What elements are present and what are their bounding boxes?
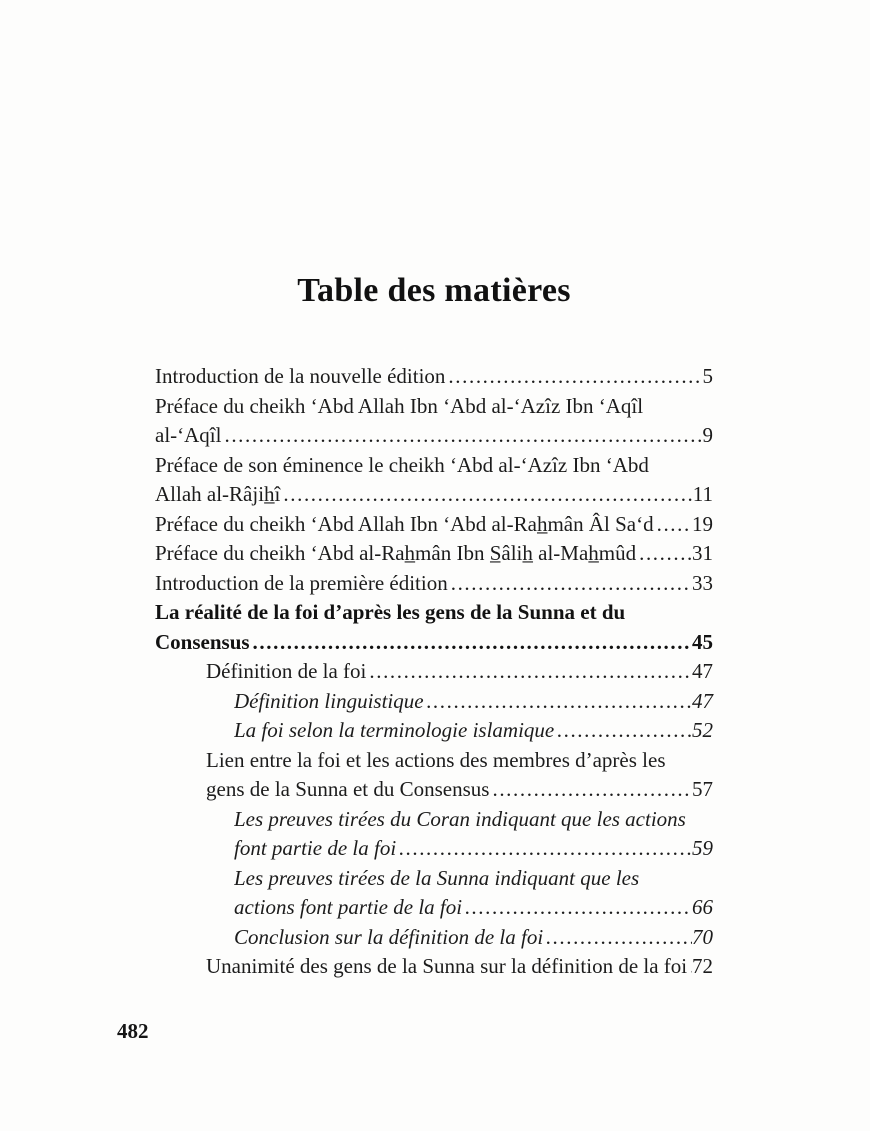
toc-entry: [155, 598, 713, 657]
toc-entry-page: 9: [702, 423, 713, 447]
toc-entry-label: Unanimité des gens de la Sunna sur la définition de la foi .....: [206, 952, 692, 982]
toc-entry: [155, 362, 713, 392]
toc-entry-page: 31: [692, 541, 713, 565]
toc-entry: [155, 392, 713, 451]
toc-entry: [155, 569, 713, 599]
toc-entry: [234, 716, 713, 746]
toc-entry: [206, 746, 713, 805]
toc-entry-page: 33: [692, 570, 713, 595]
toc-entry-label: Lien entre la foi et les actions des membres d’après les gens de la Sunna et du Consensus .....: [206, 746, 692, 805]
toc-entry: [155, 451, 713, 510]
toc-entry-page: 66: [692, 895, 713, 919]
toc-entry-label: La foi selon la terminologie islamique .....: [234, 716, 692, 746]
toc-entry-page: 52: [692, 718, 713, 742]
toc-entry: [234, 923, 713, 953]
toc-entry-page: 5: [702, 364, 713, 388]
toc-entry-page: 47: [692, 659, 713, 683]
toc-entry-label: Définition de la foi .....: [206, 657, 692, 687]
toc-entry-page: 19: [692, 511, 713, 536]
toc-entry-page: 47: [692, 688, 713, 713]
toc-entry: [155, 539, 713, 569]
toc-entry-label: Introduction de la nouvelle édition .....: [155, 362, 703, 392]
toc-entry-label: Les preuves tirées de la Sunna indiquant que les actions font partie de la foi .....: [234, 864, 692, 923]
toc-entry-label: Préface du cheikh ‘Abd Allah Ibn ‘Abd al-‘Azîz Ibn ‘Aqîl al-‘Aqîl .....: [155, 392, 703, 451]
toc-entry: [206, 952, 713, 982]
toc-entry-page: 70: [692, 924, 713, 949]
toc-entry-label: Définition linguistique .....: [234, 687, 692, 717]
toc-entry-page: 45: [692, 629, 713, 654]
toc-entry: [234, 687, 713, 717]
toc-entry-page: 11: [692, 482, 713, 506]
toc-list: [155, 362, 713, 982]
toc-entry: [206, 657, 713, 687]
toc-entry-label: Préface du cheikh ‘Abd al-Rah̲mân Ibn S̲âlih̲ al-Mah̲mûd .....: [155, 539, 692, 569]
toc-entry-label: Conclusion sur la définition de la foi .....: [234, 923, 692, 953]
toc-entry: [234, 805, 713, 864]
toc-entry-label: La réalité de la foi d’après les gens de la Sunna et du Consensus .....: [155, 598, 692, 657]
toc-entry-label: Préface de son éminence le cheikh ‘Abd al-‘Azîz Ibn ‘Abd Allah al-Râjih̲î .....: [155, 451, 693, 510]
toc-entry-page: 57: [692, 777, 713, 801]
toc-entry-page: 59: [692, 836, 713, 860]
toc-entry-page: 72: [692, 954, 713, 978]
page-title: Table des matières: [297, 272, 571, 309]
toc-entry-label: Introduction de la première édition .....: [155, 569, 692, 599]
toc-entry-label: Les preuves tirées du Coran indiquant que les actions font partie de la foi .....: [234, 805, 692, 864]
toc-entry-label: Préface du cheikh ‘Abd Allah Ibn ‘Abd al-Rah̲mân Âl Sa‘d .....: [155, 510, 692, 540]
toc-entry: [155, 510, 713, 540]
toc-entry: [234, 864, 713, 923]
page-number: 482: [117, 1019, 149, 1043]
